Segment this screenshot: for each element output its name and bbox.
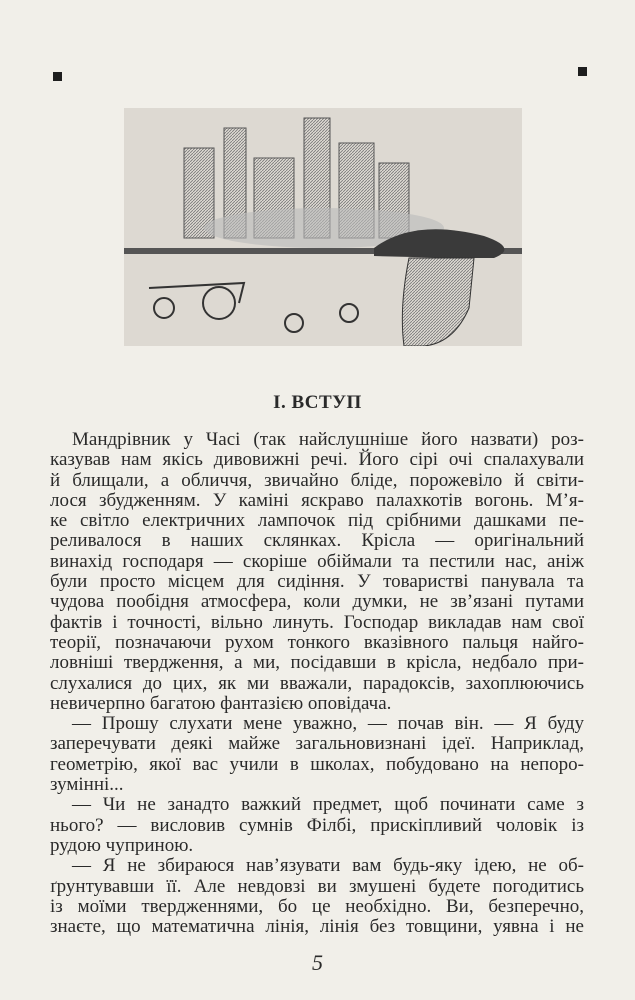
text-line: — Прошу слухати мене уважно, — почав він. — Я буду <box>72 713 584 735</box>
text-line: — Чи не занадто важкий предмет, щоб починати саме з <box>72 794 584 816</box>
paragraph <box>50 795 584 856</box>
text-line: знаєте, що математична лінія, лінія без товщини, уявна і не <box>50 916 584 938</box>
paragraph <box>50 856 584 937</box>
text-line: Мандрівник у Часі (так найслушніше його назвати) роз- <box>72 429 584 450</box>
text-line: рудою чуприною. <box>50 834 194 856</box>
text-line: винахід господаря — скоріше обіймали та пестили нас, аніж <box>50 550 584 572</box>
text-line: геометрію, якої вас учили в школах, побудовано на непоро- <box>50 753 584 775</box>
page-number: 5 <box>312 950 323 975</box>
paragraph <box>50 430 584 714</box>
text-line: лося збудженням. У каміні яскраво палахкотів вогонь. М’я- <box>50 489 584 511</box>
corner-mark-right <box>578 67 587 76</box>
text-line: ґрунтувавши її. Але невдовзі ви змушені будете погодитись <box>50 875 584 897</box>
text-line: фактів і точності, вільно линуть. Господар викладав нам свої <box>50 611 584 633</box>
text-line: реливалося в наших склянках. Крісла — оригінальний <box>50 530 584 552</box>
illustration-time-traveller <box>124 108 522 346</box>
text-line: чудова пообідня атмосфера, коли думки, не зв’язані путами <box>50 591 584 613</box>
text-line: й блищали, а обличчя, звичайно бліде, порожевіло й світи- <box>50 469 584 491</box>
text-line: заперечувати деякі майже загальновизнані ідеї. Наприклад, <box>50 733 584 755</box>
text-line: нього? — висловив сумнів Філбі, прискіпливий чоловік із <box>50 814 584 836</box>
corner-mark-left <box>53 72 62 81</box>
text-line: зумінні... <box>50 774 124 796</box>
chapter-heading: I. ВСТУП <box>273 392 362 413</box>
text-line: із моїми твердженнями, бо це необхідно. Ви, безперечно, <box>50 895 584 917</box>
paragraph <box>50 714 584 795</box>
text-line: були просто місцем для сидіння. У товаристві панувала та <box>50 571 584 593</box>
text-line: невичерпно багатою фантазією оповідача. <box>50 692 392 714</box>
text-line: казував нам якісь дивовижні речі. Його сірі очі спалахували <box>50 449 584 471</box>
body-text <box>50 430 584 937</box>
text-line: слухалися до цих, як ми вважали, парадоксів, захоплюючись <box>50 672 584 694</box>
text-line: ке світло електричних лампочок під срібними дашками пе- <box>50 510 584 532</box>
text-line: — Я не збираюся нав’язувати вам будь-яку ідею, не об- <box>72 855 584 877</box>
text-line: ловніші твердження, а ми, посідавши в крісла, недбало при- <box>50 652 584 674</box>
text-line: теорії, позначаючи рухом тонкого вказівного пальця найго- <box>50 631 584 653</box>
